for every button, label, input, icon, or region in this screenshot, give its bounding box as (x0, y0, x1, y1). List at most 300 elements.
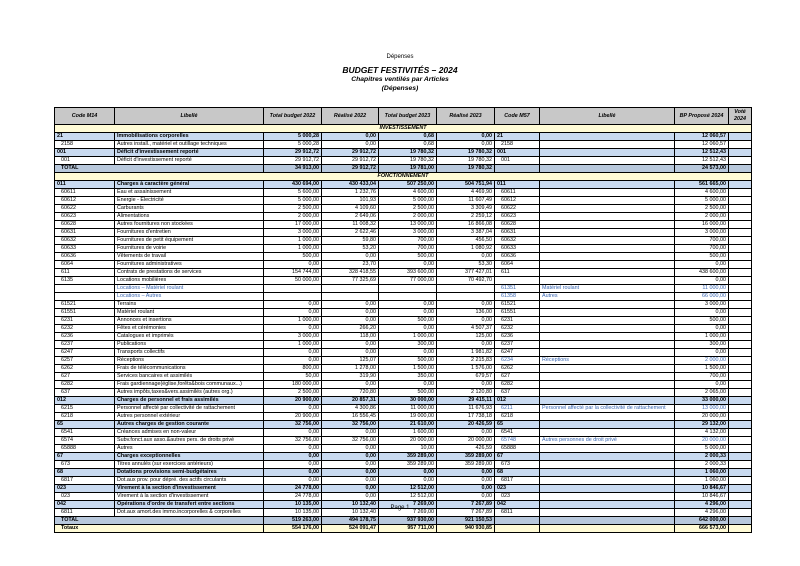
cell-code-m57: 627 (495, 373, 540, 381)
cell-bp-propose-2024: 5 000,00 (675, 197, 729, 205)
cell-bp-propose-2024: 10 846,67 (675, 493, 729, 501)
page-number: Page 1 (390, 505, 410, 511)
cell-total-budget-2022: 0,00 (264, 461, 322, 469)
cell-libelle: Dot.aux prov. pour dépré. des actifs circulants (115, 477, 264, 485)
cell-code-m14: 627 (55, 373, 115, 381)
chapter-row (55, 469, 752, 477)
cell-libelle: Autres (115, 445, 264, 453)
cell-total-budget-2023: 957 711,00 (379, 525, 437, 533)
cell-total-budget-2022: 50 000,00 (264, 277, 322, 285)
cell-total-budget-2022: 5 000,28 (264, 141, 322, 149)
article-row (55, 373, 752, 381)
chapter-row (55, 485, 752, 493)
cell-total-budget-2022: 3 000,00 (264, 333, 322, 341)
cell-realise-2023: 377 427,01 (437, 269, 495, 277)
cell-code-m14: 6574 (55, 437, 115, 445)
cell-vote-2024 (729, 205, 752, 213)
cell-total-budget-2023: 1 500,00 (379, 365, 437, 373)
cell-libelle-m57 (540, 333, 675, 341)
cell-bp-propose-2024: 3 000,00 (675, 229, 729, 237)
col-header-libelle: Libellé (115, 108, 264, 125)
cell-libelle: Catalogues et imprimés (115, 333, 264, 341)
cell-code-m14: 673 (55, 461, 115, 469)
cell-code-m57: 637 (495, 389, 540, 397)
col-header-vote-2024: Voté 2024 (729, 108, 752, 125)
article-row (55, 237, 752, 245)
cell-bp-propose-2024: 666 573,00 (675, 525, 729, 533)
cell-code-m14: 61551 (55, 309, 115, 317)
article-row (55, 341, 752, 349)
cell-realise-2023: 1 080,92 (437, 245, 495, 253)
cell-total-budget-2023: 700,00 (379, 237, 437, 245)
cell-realise-2022: 2 649,06 (322, 213, 379, 221)
col-header-realise-2022: Réalisé 2022 (322, 108, 379, 125)
cell-realise-2023: 0,00 (437, 301, 495, 309)
cell-code-m57: 60623 (495, 213, 540, 221)
cell-code-m57: 042 (495, 501, 540, 509)
cell-vote-2024 (729, 485, 752, 493)
cell-total-budget-2023: 700,00 (379, 245, 437, 253)
cell-realise-2022: 20 857,31 (322, 397, 379, 405)
cell-realise-2023: 0,00 (437, 485, 495, 493)
cell-vote-2024 (729, 333, 752, 341)
cell-code-m57: 61358 (495, 293, 540, 301)
chapter-row (55, 149, 752, 157)
cell-vote-2024 (729, 229, 752, 237)
cell-bp-propose-2024: 1 500,00 (675, 365, 729, 373)
cell-vote-2024 (729, 341, 752, 349)
cell-total-budget-2022: 10 135,00 (264, 501, 322, 509)
section-label: INVESTISSEMENT (55, 125, 752, 133)
cell-total-budget-2022: 29 912,72 (264, 157, 322, 165)
cell-bp-propose-2024: 1 060,00 (675, 477, 729, 485)
cell-total-budget-2023: 1 000,00 (379, 333, 437, 341)
cell-libelle: Locations – Matériel roulant (115, 285, 264, 293)
cell-realise-2023: 426,59 (437, 445, 495, 453)
cell-realise-2023: 4 469,90 (437, 189, 495, 197)
cell-code-m14: 042 (55, 501, 115, 509)
cell-libelle-m57 (540, 485, 675, 493)
cell-libelle: Fournitures administratives (115, 261, 264, 269)
cell-vote-2024 (729, 197, 752, 205)
cell-code-m57: 65 (495, 421, 540, 429)
cell-total-budget-2022: 32 756,00 (264, 421, 322, 429)
article-row (55, 309, 752, 317)
cell-total-budget-2022: 0,00 (264, 261, 322, 269)
cell-code-m57: 6218 (495, 413, 540, 421)
cell-libelle-m57 (540, 349, 675, 357)
cell-libelle-m57 (540, 221, 675, 229)
cell-bp-propose-2024: 0,00 (675, 277, 729, 285)
cell-vote-2024 (729, 285, 752, 293)
cell-libelle: Autres fournitures non stockées (115, 221, 264, 229)
cell-realise-2023: 19 780,32 (437, 149, 495, 157)
article-row (55, 349, 752, 357)
cell-realise-2023: 921 150,53 (437, 517, 495, 525)
cell-realise-2023: 7 267,89 (437, 501, 495, 509)
article-row (55, 189, 752, 197)
cell-realise-2023: 940 930,85 (437, 525, 495, 533)
cell-total-budget-2022: 17 000,00 (264, 221, 322, 229)
cell-total-budget-2023: 19 780,32 (379, 149, 437, 157)
article-row (55, 229, 752, 237)
cell-vote-2024 (729, 469, 752, 477)
cell-libelle-m57 (540, 453, 675, 461)
cell-total-budget-2022: 2 000,00 (264, 213, 322, 221)
cell-code-m14: 65 (55, 421, 115, 429)
cell-libelle: Déficit d'investissement reporté (115, 157, 264, 165)
cell-code-m14: 2158 (55, 141, 115, 149)
total-row (55, 517, 752, 525)
cell-code-m57: 60632 (495, 237, 540, 245)
cell-total-budget-2023: 7 269,00 (379, 501, 437, 509)
cell-total-budget-2023: 500,00 (379, 253, 437, 261)
cell-libelle-m57 (540, 133, 675, 141)
cell-libelle: Dotations provisions semi-budgétaires (115, 469, 264, 477)
article-row (55, 205, 752, 213)
cell-bp-propose-2024: 11 000,00 (675, 285, 729, 293)
cell-realise-2022: 29 912,72 (322, 165, 379, 173)
cell-libelle-m57 (540, 189, 675, 197)
cell-vote-2024 (729, 293, 752, 301)
cell-realise-2023: 359 289,00 (437, 453, 495, 461)
cell-code-m14: 60622 (55, 205, 115, 213)
cell-total-budget-2023: 500,00 (379, 389, 437, 397)
cell-code-m57: 023 (495, 485, 540, 493)
cell-libelle-m57 (540, 157, 675, 165)
cell-libelle: Locations – Autres (115, 293, 264, 301)
cell-bp-propose-2024: 500,00 (675, 317, 729, 325)
cell-vote-2024 (729, 381, 752, 389)
article-row (55, 381, 752, 389)
document-subtitle: Chapitres ventilés par Articles (351, 76, 449, 83)
cell-code-m14: 001 (55, 149, 115, 157)
cell-libelle-m57 (540, 253, 675, 261)
cell-realise-2022: 319,90 (322, 373, 379, 381)
cell-realise-2022: 720,80 (322, 389, 379, 397)
cell-realise-2022: 16 556,45 (322, 413, 379, 421)
cell-realise-2022: 10 132,40 (322, 509, 379, 517)
cell-bp-propose-2024: 0,00 (675, 349, 729, 357)
cell-code-m14: 6215 (55, 405, 115, 413)
cell-libelle: Déficit d'investissement reporté (115, 149, 264, 157)
cell-libelle-m57 (540, 517, 675, 525)
cell-libelle: Energie - Electricité (115, 197, 264, 205)
cell-bp-propose-2024: 2 000,33 (675, 461, 729, 469)
col-header-code-m14: Code M14 (55, 108, 115, 125)
article-row (55, 301, 752, 309)
cell-realise-2022: 1 232,76 (322, 189, 379, 197)
cell-total-budget-2023: 77 000,00 (379, 277, 437, 285)
cell-vote-2024 (729, 461, 752, 469)
cell-vote-2024 (729, 157, 752, 165)
cell-libelle-m57 (540, 445, 675, 453)
cell-libelle: Alimentations (115, 213, 264, 221)
cell-total-budget-2023: 0,00 (379, 469, 437, 477)
cell-total-budget-2023: 0,68 (379, 141, 437, 149)
document-title: BUDGET FESTIVITÉS – 2024 (342, 65, 458, 75)
cell-bp-propose-2024: 66 000,00 (675, 293, 729, 301)
cell-vote-2024 (729, 389, 752, 397)
cell-vote-2024 (729, 133, 752, 141)
cell-vote-2024 (729, 181, 752, 189)
cell-code-m57: 61521 (495, 301, 540, 309)
cell-realise-2022: 23,70 (322, 261, 379, 269)
cell-libelle: Publications (115, 341, 264, 349)
cell-bp-propose-2024: 561 665,00 (675, 181, 729, 189)
cell-total-budget-2023: 0,00 (379, 349, 437, 357)
cell-code-m57: 61351 (495, 285, 540, 293)
cell-realise-2023: 504 751,94 (437, 181, 495, 189)
cell-total-budget-2023: 4 600,00 (379, 189, 437, 197)
cell-libelle: Frais de télécommunications (115, 365, 264, 373)
cell-libelle-m57 (540, 341, 675, 349)
article-row (55, 445, 752, 453)
cell-realise-2022: 29 912,72 (322, 149, 379, 157)
cell-bp-propose-2024: 29 132,00 (675, 421, 729, 429)
cell-libelle: Charges exceptionnelles (115, 453, 264, 461)
cell-vote-2024 (729, 237, 752, 245)
cell-code-m57: 011 (495, 181, 540, 189)
cell-realise-2022: 0,00 (322, 317, 379, 325)
cell-code-m57: 60622 (495, 205, 540, 213)
cell-total-budget-2022: 1 000,00 (264, 237, 322, 245)
cell-total-budget-2023: 507 250,00 (379, 181, 437, 189)
cell-realise-2023: 53,30 (437, 261, 495, 269)
total-row (55, 165, 752, 173)
cell-libelle: Carburants (115, 205, 264, 213)
cell-bp-propose-2024: 500,00 (675, 253, 729, 261)
cell-code-m14: 023 (55, 485, 115, 493)
cell-code-m14: 6262 (55, 365, 115, 373)
cell-realise-2023: 0,00 (437, 477, 495, 485)
cell-bp-propose-2024: 1 060,00 (675, 469, 729, 477)
cell-bp-propose-2024: 12 512,43 (675, 157, 729, 165)
cell-total-budget-2023: 300,00 (379, 341, 437, 349)
cell-libelle-m57 (540, 461, 675, 469)
cell-vote-2024 (729, 349, 752, 357)
cell-code-m14: 21 (55, 133, 115, 141)
cell-code-m57: 6211 (495, 405, 540, 413)
cell-vote-2024 (729, 149, 752, 157)
cell-total-budget-2023: 19 000,00 (379, 413, 437, 421)
cell-realise-2022: 0,00 (322, 429, 379, 437)
cell-libelle-m57 (540, 213, 675, 221)
cell-realise-2022: 11 008,32 (322, 221, 379, 229)
cell-libelle-m57 (540, 365, 675, 373)
cell-realise-2023: 20 426,59 (437, 421, 495, 429)
cell-code-m14: Totaux (55, 525, 264, 533)
cell-vote-2024 (729, 141, 752, 149)
cell-bp-propose-2024: 642 000,00 (675, 517, 729, 525)
cell-total-budget-2023: 0,00 (379, 325, 437, 333)
cell-libelle: Matériel roulant (115, 309, 264, 317)
cell-total-budget-2023: 0,00 (379, 301, 437, 309)
cell-bp-propose-2024: 700,00 (675, 245, 729, 253)
article-row (55, 285, 752, 293)
col-header-realise-2023: Réalisé 2023 (437, 108, 495, 125)
cell-total-budget-2022: 24 778,00 (264, 493, 322, 501)
cell-code-m57: 6064 (495, 261, 540, 269)
cell-code-m14: 023 (55, 493, 115, 501)
cell-code-m14: 60631 (55, 229, 115, 237)
cell-code-m14: 65888 (55, 445, 115, 453)
cell-total-budget-2022: 32 756,00 (264, 437, 322, 445)
cell-libelle: Personnel affecté par collectivité de rattachement (115, 405, 264, 413)
cell-vote-2024 (729, 269, 752, 277)
cell-total-budget-2022 (264, 293, 322, 301)
cell-realise-2023: 0,00 (437, 141, 495, 149)
cell-code-m14: 67 (55, 453, 115, 461)
cell-realise-2022: 32 756,00 (322, 421, 379, 429)
section-row (55, 173, 752, 181)
article-row (55, 461, 752, 469)
article-row (55, 365, 752, 373)
col-header-bp-propose-2024: BP Proposé 2024 (675, 108, 729, 125)
cell-vote-2024 (729, 301, 752, 309)
cell-libelle-m57 (540, 429, 675, 437)
cell-realise-2022: 0,00 (322, 349, 379, 357)
cell-code-m57: 60631 (495, 229, 540, 237)
cell-libelle-m57 (540, 389, 675, 397)
article-row (55, 245, 752, 253)
article-row (55, 317, 752, 325)
cell-realise-2023: 4 507,37 (437, 325, 495, 333)
cell-total-budget-2023: 393 600,00 (379, 269, 437, 277)
cell-libelle: Services bancaires et assimilés (115, 373, 264, 381)
cell-vote-2024 (729, 373, 752, 381)
cell-realise-2022: 0,00 (322, 341, 379, 349)
cell-total-budget-2022: 20 900,00 (264, 397, 322, 405)
cell-libelle: Fournitures d'entretien (115, 229, 264, 237)
cell-realise-2022: 0,00 (322, 141, 379, 149)
cell-libelle: Dot.aux amort.des immo.incorporelles & corporelles (115, 509, 264, 517)
cell-code-m14: 6817 (55, 477, 115, 485)
cell-bp-propose-2024: 700,00 (675, 373, 729, 381)
cell-libelle: Créances admises en non-valeur (115, 429, 264, 437)
cell-code-m57: 65888 (495, 445, 540, 453)
cell-vote-2024 (729, 357, 752, 365)
document-subtitle-2: (Dépenses) (381, 85, 419, 92)
cell-vote-2024 (729, 325, 752, 333)
cell-code-m14: 6282 (55, 381, 115, 389)
cell-realise-2023: 29 415,11 (437, 397, 495, 405)
article-row (55, 221, 752, 229)
cell-libelle-m57 (540, 277, 675, 285)
cell-realise-2023: 17 738,18 (437, 413, 495, 421)
cell-bp-propose-2024: 12 060,57 (675, 133, 729, 141)
cell-total-budget-2022: 0,00 (264, 405, 322, 413)
cell-bp-propose-2024: 33 000,00 (675, 397, 729, 405)
cell-code-m57: 6247 (495, 349, 540, 357)
cell-libelle: Titres annulés (sur exercices antérieurs) (115, 461, 264, 469)
cell-realise-2022 (322, 293, 379, 301)
cell-total-budget-2022: 1 000,00 (264, 317, 322, 325)
article-row (55, 333, 752, 341)
article-row (55, 253, 752, 261)
cell-code-m14: 6236 (55, 333, 115, 341)
cell-realise-2022: 0,00 (322, 445, 379, 453)
cell-realise-2022: 0,00 (322, 453, 379, 461)
cell-total-budget-2023: 10,00 (379, 445, 437, 453)
cell-libelle-m57 (540, 205, 675, 213)
cell-vote-2024 (729, 477, 752, 485)
cell-bp-propose-2024: 10 846,67 (675, 485, 729, 493)
cell-total-budget-2023: 21 610,00 (379, 421, 437, 429)
cell-code-m14: 6232 (55, 325, 115, 333)
cell-libelle-m57 (540, 229, 675, 237)
cell-realise-2023 (437, 293, 495, 301)
cell-total-budget-2022: 500,00 (264, 253, 322, 261)
cell-total-budget-2022: 0,00 (264, 445, 322, 453)
cell-code-m57: 67 (495, 453, 540, 461)
cell-vote-2024 (729, 405, 752, 413)
cell-total-budget-2022: 519 263,00 (264, 517, 322, 525)
article-row (55, 493, 752, 501)
article-row (55, 413, 752, 421)
cell-code-m57: 60611 (495, 189, 540, 197)
cell-total-budget-2023: 19 780,32 (379, 157, 437, 165)
cell-bp-propose-2024: 20 000,00 (675, 413, 729, 421)
cell-code-m57: 65748 (495, 437, 540, 445)
cell-code-m57 (495, 277, 540, 285)
cell-code-m57: 60628 (495, 221, 540, 229)
cell-code-m14 (55, 285, 115, 293)
cell-libelle-m57: Autres personnes de droit privé (540, 437, 675, 445)
cell-bp-propose-2024: 12 060,57 (675, 141, 729, 149)
chapter-row (55, 133, 752, 141)
cell-total-budget-2022: 5 600,00 (264, 189, 322, 197)
cell-code-m57: 68 (495, 469, 540, 477)
cell-code-m57 (495, 525, 540, 533)
cell-total-budget-2023: 13 000,00 (379, 221, 437, 229)
cell-total-budget-2022: 50,00 (264, 373, 322, 381)
cell-bp-propose-2024: 2 500,00 (675, 205, 729, 213)
cell-realise-2023: 16 866,08 (437, 221, 495, 229)
section-label: FONCTIONNEMENT (55, 173, 752, 181)
cell-libelle-m57 (540, 381, 675, 389)
article-row (55, 437, 752, 445)
cell-realise-2023: 0,00 (437, 133, 495, 141)
cell-code-m57 (495, 165, 540, 173)
cell-code-m14: 60623 (55, 213, 115, 221)
article-row (55, 261, 752, 269)
cell-code-m57: 60633 (495, 245, 540, 253)
article-row (55, 157, 752, 165)
cell-libelle: Charges à caractère général (115, 181, 264, 189)
article-row (55, 389, 752, 397)
cell-vote-2024 (729, 413, 752, 421)
cell-bp-propose-2024: 4 296,00 (675, 509, 729, 517)
cell-bp-propose-2024: 4 600,00 (675, 189, 729, 197)
cell-bp-propose-2024: 3 000,00 (675, 301, 729, 309)
cell-total-budget-2023: 359 289,00 (379, 461, 437, 469)
cell-code-m57: 001 (495, 149, 540, 157)
cell-code-m14: 68 (55, 469, 115, 477)
cell-libelle: Frais gardiennage(église,forêts&bois communaux...) (115, 381, 264, 389)
cell-total-budget-2022: 1 000,00 (264, 245, 322, 253)
cell-total-budget-2022: 0,00 (264, 357, 322, 365)
cell-libelle: Subv.fonct.aux asso.&autres pers. de droits privé (115, 437, 264, 445)
cell-code-m14: 611 (55, 269, 115, 277)
cell-code-m57: 6232 (495, 325, 540, 333)
cell-code-m14: TOTAL (55, 517, 264, 525)
cell-libelle-m57 (540, 165, 675, 173)
cell-realise-2022 (322, 285, 379, 293)
cell-total-budget-2023: 0,00 (379, 309, 437, 317)
cell-bp-propose-2024: 0,00 (675, 309, 729, 317)
cell-bp-propose-2024: 0,00 (675, 325, 729, 333)
